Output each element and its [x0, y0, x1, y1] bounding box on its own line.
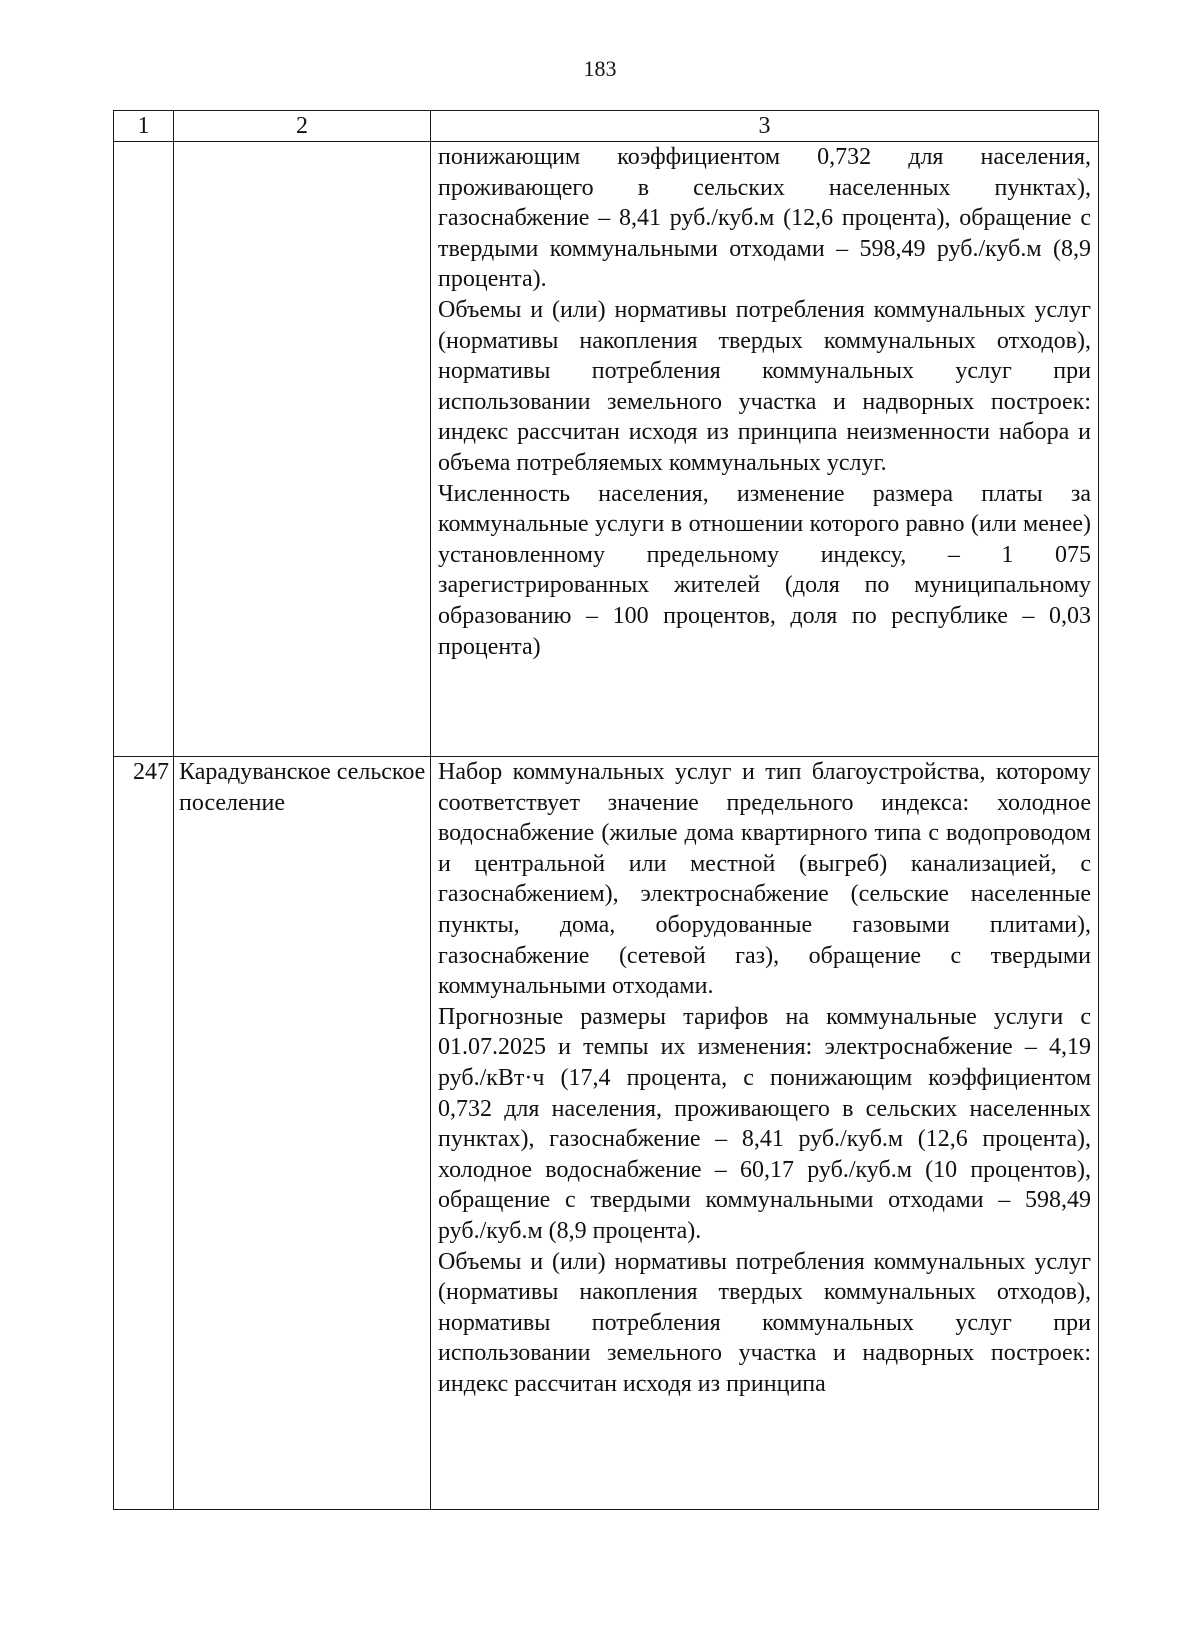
description-cell [431, 757, 1099, 1510]
document-table [113, 110, 1099, 1510]
settlement-name-cell: Карадуванское сельское поселение [174, 757, 431, 1510]
row-number-cell: 247 [114, 757, 174, 1510]
description-paragraph: Объемы и (или) нормативы потребления коммунальных услуг (нормативы накопления твердых коммунальных отходов), нормативы потребления коммунальных услуг при использовании земельного участка и надворных построек: индекс рассчитан исходя из принципа [438, 1248, 1091, 1397]
table-header-row [114, 111, 1099, 142]
description-cell [431, 142, 1099, 757]
description-paragraph: Набор коммунальных услуг и тип благоустройства, которому соответствует значение предельного индекса: холодное водоснабжение (жилые дома квартирного типа с водопроводом и центральной или местной (выгреб) канализацией, с газоснабжением), электроснабжение (сельские населенные пункты, дома, оборудованные газовыми плитами), газоснабжение (сетевой газ), обращение с твердыми коммунальными отходами. [438, 759, 1091, 1000]
description-paragraph: понижающим коэффициентом 0,732 для населения, проживающего в сельских населенных пунктах), газоснабжение – 8,41 руб./куб.м (12,6 процента), обращение с твердыми коммунальными отходами – 598,49 руб./куб.м (8,9 процента). [438, 144, 1091, 293]
page-number: 183 [583, 56, 617, 81]
column-header-2: 2 [174, 111, 431, 142]
settlement-name-cell [174, 142, 431, 757]
table-row [114, 142, 1099, 757]
row-number-cell [114, 142, 174, 757]
description-paragraph: Численность населения, изменение размера платы за коммунальные услуги в отношении которого равно (или менее) установленному предельному индексу, – 1 075 зарегистрированных жителей (доля по муниципальному образованию – 100 процентов, доля по республике – 0,03 процента) [438, 480, 1091, 660]
description-paragraph: Объемы и (или) нормативы потребления коммунальных услуг (нормативы накопления твердых коммунальных отходов), нормативы потребления коммунальных услуг при использовании земельного участка и надворных построек: индекс рассчитан исходя из принципа неизменности набора и объема потребляемых коммунальных услуг. [438, 296, 1091, 476]
description-paragraph: Прогнозные размеры тарифов на коммунальные услуги с 01.07.2025 и темпы их изменения: электроснабжение – 4,19 руб./кВт·ч (17,4 процента, с понижающим коэффициентом 0,732 для населения, проживающего в сельских населенных пунктах), газоснабжение – 8,41 руб./куб.м (12,6 процента), холодное водоснабжение – 60,17 руб./куб.м (10 процентов), обращение с твердыми коммунальными отходами – 598,49 руб./куб.м (8,9 процента). [438, 1003, 1091, 1244]
column-header-3: 3 [431, 111, 1099, 142]
column-header-1: 1 [114, 111, 174, 142]
table-row [114, 757, 1099, 1510]
